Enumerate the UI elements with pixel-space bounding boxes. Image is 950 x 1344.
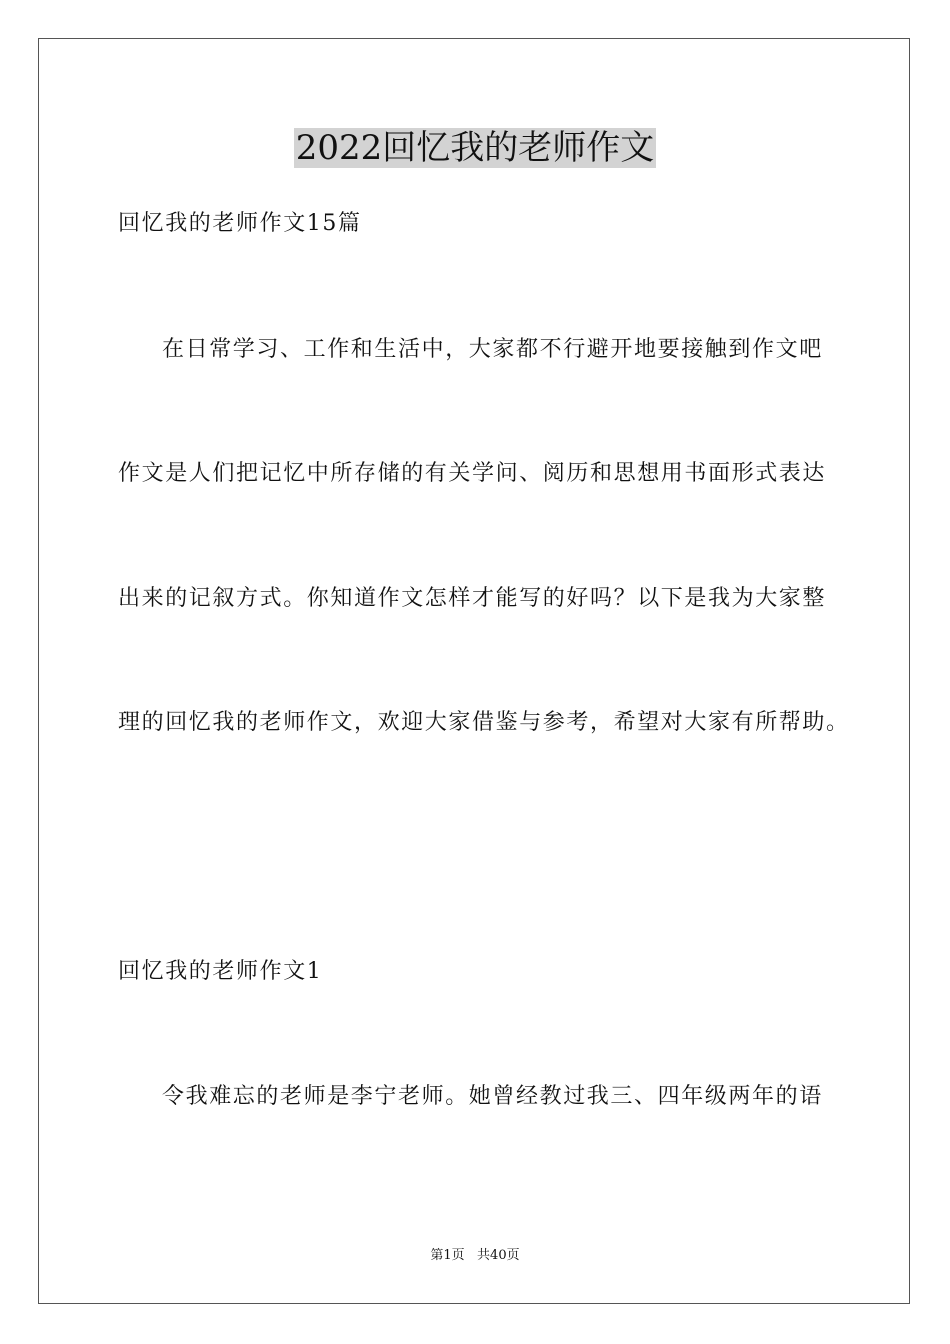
intro-line-1: 在日常学习、工作和生活中，大家都不行避开地要接触到作文吧: [162, 337, 823, 362]
section-line-1: 令我难忘的老师是李宁老师。她曾经教过我三、四年级两年的语: [162, 1084, 823, 1109]
section-heading: 回忆我的老师作文1: [118, 959, 323, 984]
title-container: [0, 128, 950, 168]
page-footer: 第1页 共40页: [430, 1248, 520, 1263]
document-title: 2022回忆我的老师作文: [295, 128, 655, 168]
intro-line-3: 出来的记叙方式。你知道作文怎样才能写的好吗？以下是我为大家整: [118, 586, 827, 611]
document-subtitle: 回忆我的老师作文15篇: [118, 211, 362, 236]
intro-line-2: 作文是人们把记忆中所存储的有关学问、阅历和思想用书面形式表达: [118, 461, 827, 486]
intro-line-4: 理的回忆我的老师作文，欢迎大家借鉴与参考，希望对大家有所帮助。: [118, 710, 850, 735]
